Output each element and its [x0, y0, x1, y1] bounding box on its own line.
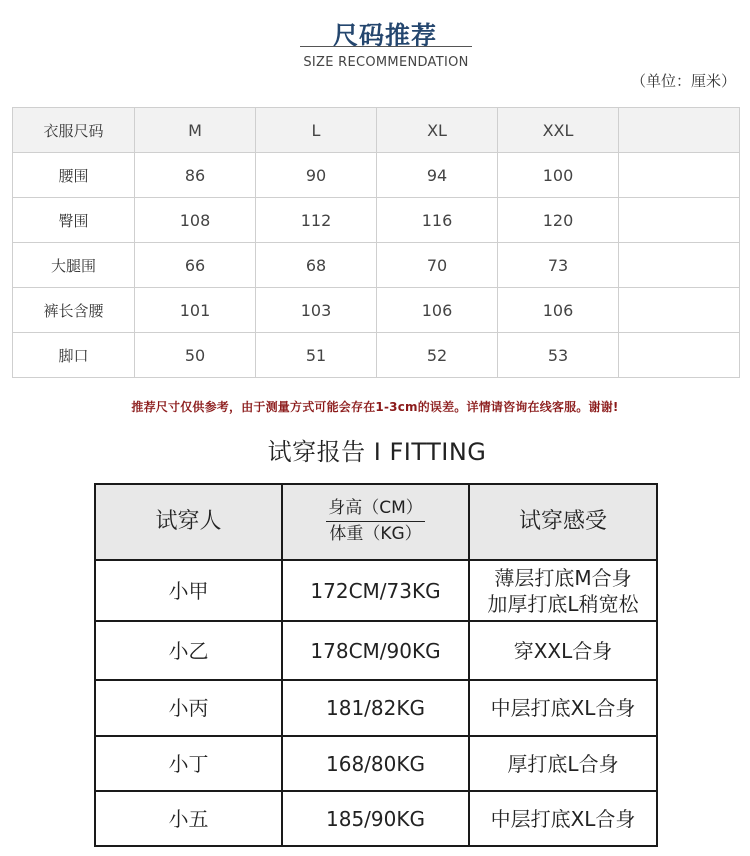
- fit-feeling: 中层打底XL合身: [469, 791, 657, 846]
- row-label: 臀围: [13, 198, 135, 243]
- fit-feeling-line: 加厚打底L稍宽松: [487, 591, 639, 616]
- table-cell: 106: [498, 288, 619, 333]
- table-cell: [619, 288, 740, 333]
- fit-feeling: [469, 560, 657, 621]
- table-row: [95, 621, 657, 680]
- table-cell: [619, 333, 740, 378]
- row-label: 大腿围: [13, 243, 135, 288]
- table-cell: 50: [135, 333, 256, 378]
- table-cell: 108: [135, 198, 256, 243]
- fit-measure: 168/80KG: [282, 736, 469, 791]
- table-cell: 101: [135, 288, 256, 333]
- weight-label: 体重（KG）: [329, 523, 422, 544]
- table-cell: [619, 153, 740, 198]
- size-table: [12, 107, 740, 378]
- table-row: [13, 333, 740, 378]
- fit-feeling: 中层打底XL合身: [469, 680, 657, 736]
- table-cell: 90: [256, 153, 377, 198]
- row-label: 腰围: [13, 153, 135, 198]
- size-table-header-row: [13, 108, 740, 153]
- header-cell-size: L: [256, 108, 377, 153]
- header-cell-size: M: [135, 108, 256, 153]
- table-cell: 106: [377, 288, 498, 333]
- unit-label: （单位：厘米）: [630, 72, 736, 90]
- table-cell: 53: [498, 333, 619, 378]
- table-cell: [619, 243, 740, 288]
- table-row: [95, 736, 657, 791]
- table-cell: 68: [256, 243, 377, 288]
- table-cell: 52: [377, 333, 498, 378]
- table-cell: 70: [377, 243, 498, 288]
- table-row: [95, 560, 657, 621]
- fitting-title: 试穿报告 I FITTING: [267, 438, 487, 466]
- fit-measure: 178CM/90KG: [282, 621, 469, 680]
- table-row: [95, 791, 657, 846]
- table-row: [13, 243, 740, 288]
- header-person: 试穿人: [95, 484, 282, 560]
- table-row: [13, 288, 740, 333]
- table-row: [13, 153, 740, 198]
- fit-person: 小乙: [95, 621, 282, 680]
- fit-person: 小甲: [95, 560, 282, 621]
- fit-feeling: 穿XXL合身: [469, 621, 657, 680]
- size-disclaimer: 推荐尺寸仅供参考，由于测量方式可能会存在1-3cm的误差。详情请咨询在线客服。谢谢!: [131, 400, 619, 414]
- header-cell-size: XL: [377, 108, 498, 153]
- table-cell: 100: [498, 153, 619, 198]
- fit-person: 小五: [95, 791, 282, 846]
- row-label: 脚口: [13, 333, 135, 378]
- header-cell-label: 衣服尺码: [13, 108, 135, 153]
- table-row: [13, 198, 740, 243]
- table-cell: 73: [498, 243, 619, 288]
- table-cell: 120: [498, 198, 619, 243]
- fit-measure: 172CM/73KG: [282, 560, 469, 621]
- fit-measure: 185/90KG: [282, 791, 469, 846]
- section-subtitle: SIZE RECOMMENDATION: [300, 46, 472, 70]
- fitting-table: [94, 483, 658, 847]
- table-cell: [619, 198, 740, 243]
- table-cell: 103: [256, 288, 377, 333]
- table-cell: 112: [256, 198, 377, 243]
- fitting-header-row: [95, 484, 657, 560]
- header-cell-empty: [619, 108, 740, 153]
- fit-feeling: 厚打底L合身: [469, 736, 657, 791]
- table-cell: 94: [377, 153, 498, 198]
- height-label: 身高（CM）: [326, 497, 425, 522]
- row-label: 裤长含腰: [13, 288, 135, 333]
- header-feeling: 试穿感受: [469, 484, 657, 560]
- fit-feeling-line: 薄层打底M合身: [494, 565, 632, 590]
- fit-person: 小丙: [95, 680, 282, 736]
- table-cell: 116: [377, 198, 498, 243]
- header-cell-size: XXL: [498, 108, 619, 153]
- fit-person: 小丁: [95, 736, 282, 791]
- table-cell: 66: [135, 243, 256, 288]
- table-row: [95, 680, 657, 736]
- table-cell: 86: [135, 153, 256, 198]
- table-cell: 51: [256, 333, 377, 378]
- measure-stack: [326, 497, 425, 546]
- header-measure: [282, 484, 469, 560]
- fit-measure: 181/82KG: [282, 680, 469, 736]
- section-title: 尺码推荐: [332, 21, 437, 50]
